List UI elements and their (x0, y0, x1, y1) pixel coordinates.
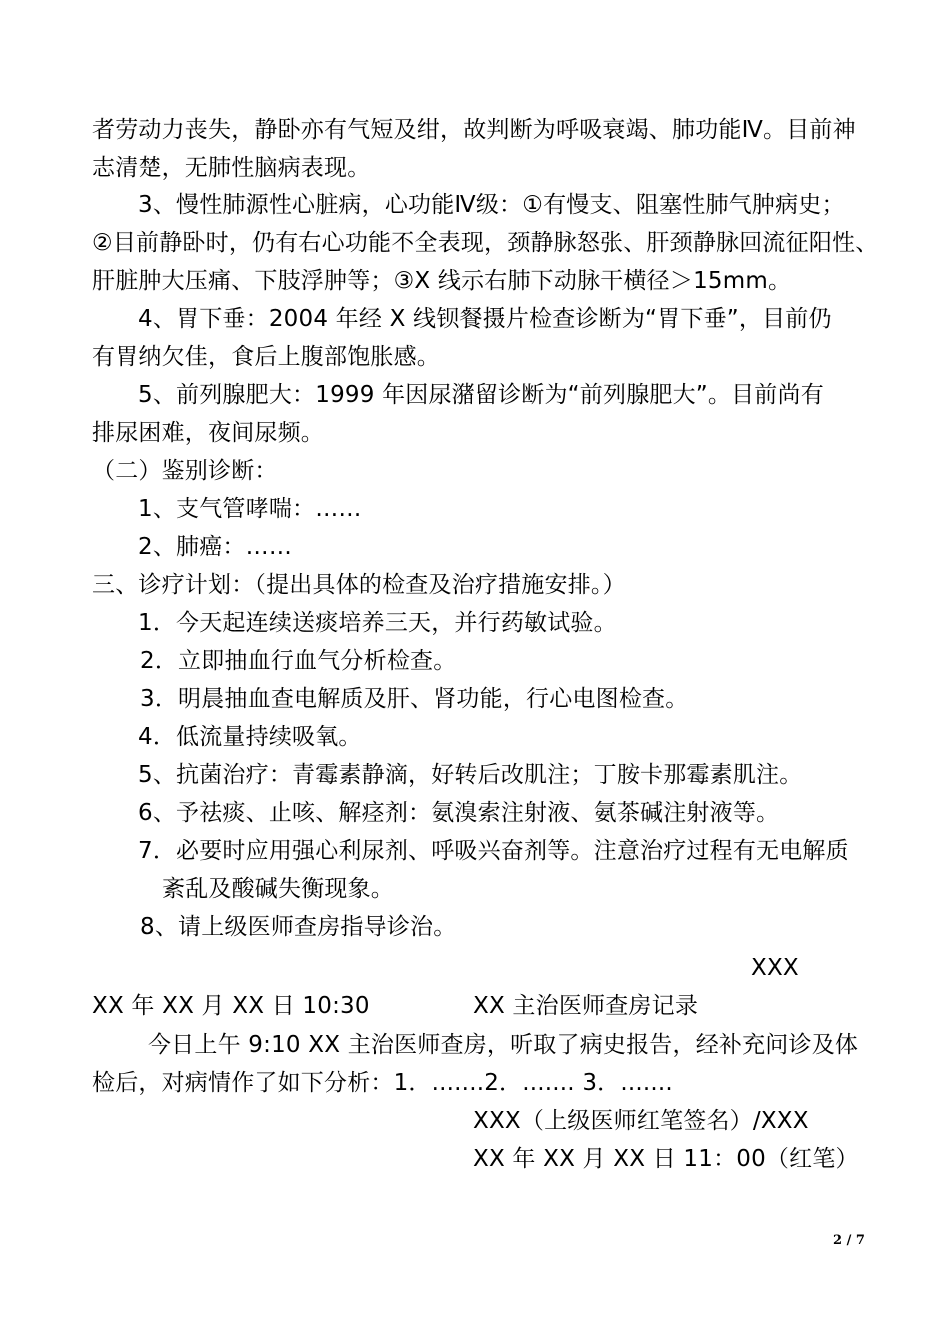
round-title: XX 主治医师查房记录 (473, 993, 699, 1019)
signature: XXX (751, 955, 799, 981)
text-line: 志清楚，无肺性脑病表现。 (92, 155, 371, 181)
list-item: 8、请上级医师查房指导诊治。 (140, 914, 457, 940)
text-line: 今日上午 9:10 XX 主治医师查房，听取了病史报告，经补充问诊及体 (148, 1032, 859, 1058)
list-item: 2、肺癌：…… (138, 534, 293, 560)
text-line: ②目前静卧时，仍有右心功能不全表现，颈静脉怒张、肝颈静脉回流征阳性、 (92, 230, 879, 256)
list-item: 7．必要时应用强心利尿剂、呼吸兴奋剂等。注意治疗过程有无电解质 (138, 838, 849, 864)
text-line: 5、前列腺肥大：1999 年因尿潴留诊断为“前列腺肥大”。目前尚有 (138, 382, 824, 408)
list-item: 4．低流量持续吸氧。 (138, 724, 362, 750)
list-item: 1、支气管哮喘：…… (138, 496, 362, 522)
list-item-continuation: 紊乱及酸碱失衡现象。 (162, 876, 394, 902)
text-line: 3、慢性肺源性心脏病，心功能Ⅳ级：①有慢支、阻塞性肺气肿病史； (138, 192, 845, 218)
list-item: 2．立即抽血行血气分析检查。 (140, 648, 457, 674)
round-signature-date: XX 年 XX 月 XX 日 11：00（红笔） (473, 1146, 859, 1172)
text-line: 有胃纳欠佳，食后上腹部饱胀感。 (92, 344, 440, 370)
list-item: 1．今天起连续送痰培养三天，并行药敏试验。 (138, 610, 617, 636)
text-line: 者劳动力丧失，静卧亦有气短及绀，故判断为呼吸衰竭、肺功能Ⅳ。目前神 (92, 117, 856, 143)
text-line: 肝脏肿大压痛、下肢浮肿等；③X 线示右肺下动脉干横径＞15mm。 (92, 268, 792, 294)
text-line: 排尿困难，夜间尿频。 (92, 420, 324, 446)
page-number: 2 / 7 (833, 1233, 865, 1248)
text-line: 检后，对病情作了如下分析：1．.......2．....... 3．....... (92, 1070, 673, 1096)
section-heading: （二）鉴别诊断： (92, 458, 278, 484)
list-item: 5、抗菌治疗：青霉素静滴，好转后改肌注；丁胺卡那霉素肌注。 (138, 762, 803, 788)
list-item: 3．明晨抽血查电解质及肝、肾功能，行心电图检查。 (140, 686, 689, 712)
section-heading: 三、诊疗计划：（提出具体的检查及治疗措施安排。） (92, 572, 626, 598)
text-line: 4、胃下垂：2004 年经 X 线钡餐摄片检查诊断为“胃下垂”，目前仍 (138, 306, 832, 332)
round-signature: XXX（上级医师红笔签名）/XXX (473, 1108, 809, 1134)
round-datetime: XX 年 XX 月 XX 日 10:30 (92, 993, 370, 1019)
list-item: 6、予祛痰、止咳、解痉剂：氨溴索注射液、氨茶碱注射液等。 (138, 800, 780, 826)
